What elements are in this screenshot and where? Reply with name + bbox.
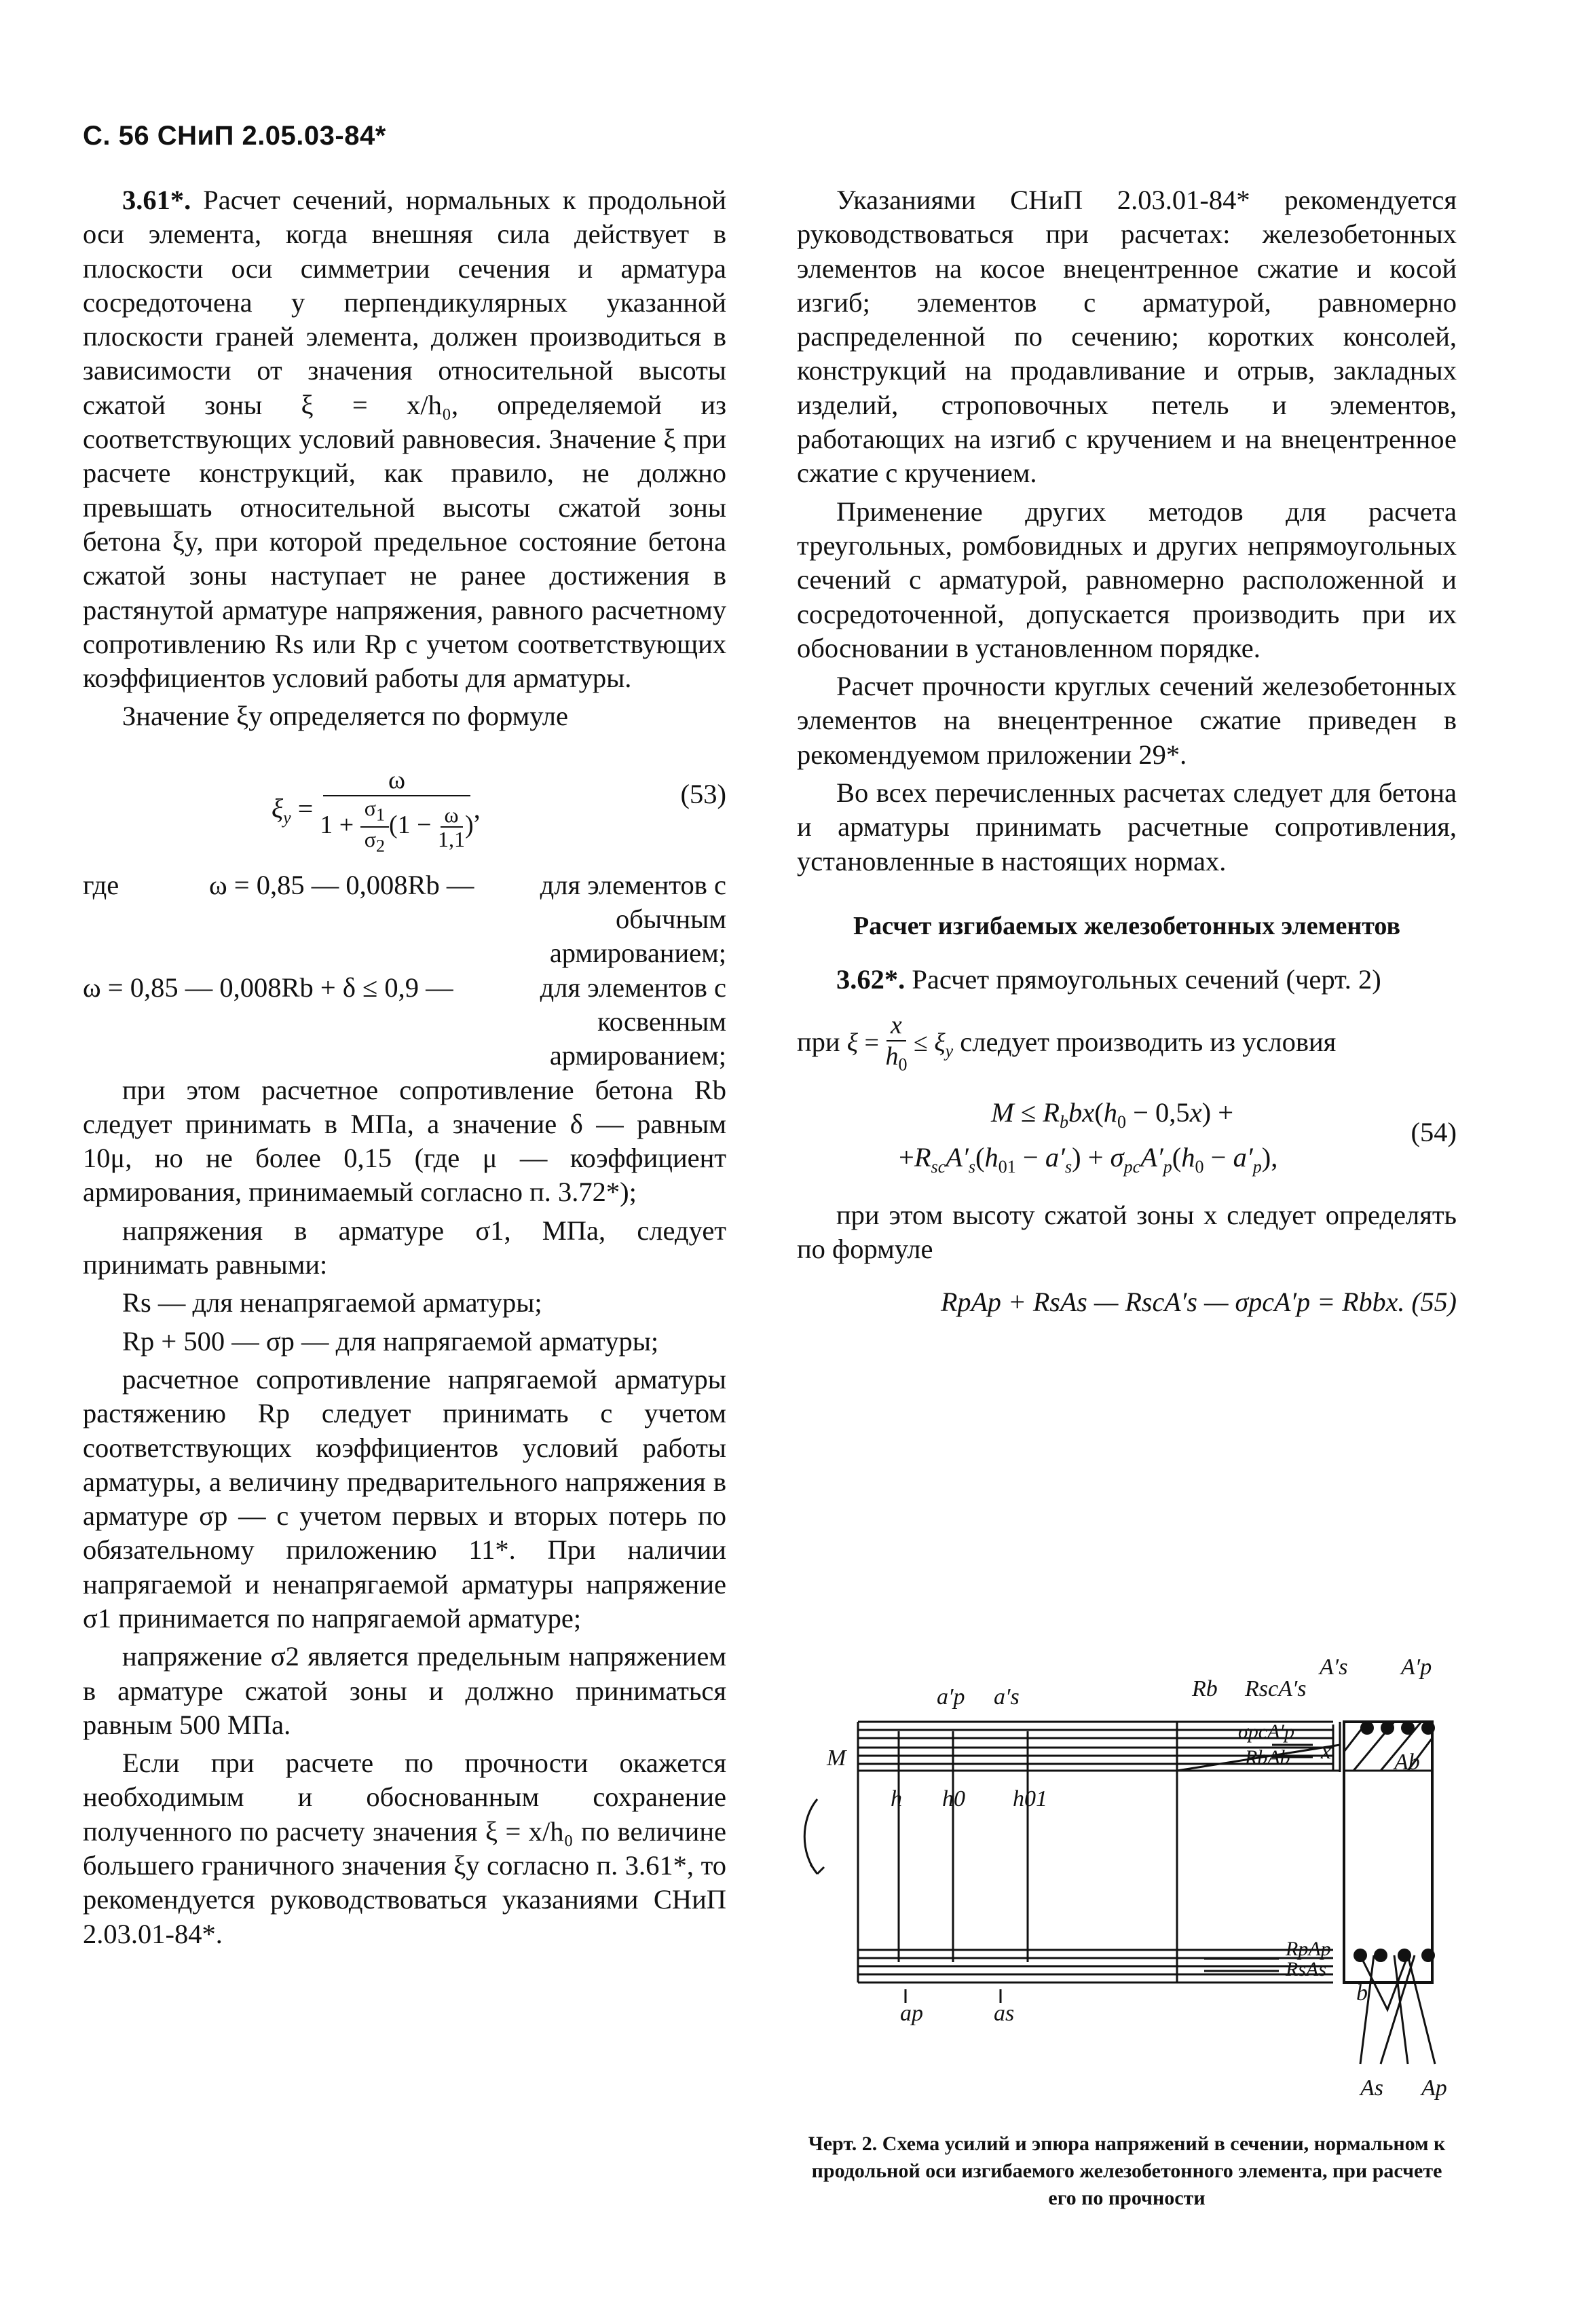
label-RpAp: RpAp bbox=[1286, 1938, 1331, 1960]
p-right-2: Применение других методов для расчета треугольных, ромбовидных и других непрямоугольных сечений с арматурой, равномерно расположенной и сосредоточенной, допускается производить при их обосновании в установленном порядке. bbox=[797, 496, 1457, 663]
p-right-3: Расчет прочности круглых сечений железобетонных элементов на внецентренное сжатие приведен в рекомендуемом приложении 29*. bbox=[797, 671, 1457, 770]
eq53-body: $\xi_y$ = ω 1 + $\frac{\sigma_1}{\sigma_2}$ (1 − $\frac{\omega}{1,1}$ ) , bbox=[272, 765, 481, 856]
label-Ab: Ab bbox=[1394, 1750, 1420, 1775]
clause-3-62: 3.62*. Расчет прямоугольных сечений (черт. 2) bbox=[836, 963, 1381, 995]
p-rs: Rs — для ненапрягаемой арматуры; bbox=[122, 1287, 542, 1318]
eq54-number: (54) bbox=[1411, 1116, 1457, 1147]
label-M: M bbox=[827, 1746, 846, 1771]
xi-intro: Значение ξy определяется по формуле bbox=[122, 701, 568, 732]
p-calc: расчетное сопротивление напрягаемой арматуры растяжению Rp следует принимать с учетом соответствующих коэффициентов условий работы арматуры, а величину предварительного напряжения в арматуре σp — с учетом первых и вторых потерь по обязательному приложению 11*. При наличии напрягаемой и ненапрягаемой арматуры напряжение σ1 принимается по напрягаемой арматуре; bbox=[83, 1363, 726, 1634]
label-sigpcAp: σpcA′p bbox=[1238, 1720, 1294, 1743]
label-RscAs: RscA′s bbox=[1245, 1676, 1307, 1701]
p-rb: при этом расчетное сопротивление бетона Rb следует принимать в МПа, а значение δ — равным 10μ, но не более 0,15 (где μ — коэффициент армирования, принимаемый согласно п. 3.72*); bbox=[83, 1074, 726, 1208]
equation-54 bbox=[797, 1095, 1457, 1183]
label-ap-bot: ap bbox=[900, 2001, 923, 2026]
equation-55: RpAp + RsAs — RscA′s — σpcA′p = Rbbx. (55) bbox=[941, 1287, 1457, 1318]
label-RbAb: RbAb bbox=[1245, 1746, 1290, 1769]
left-column bbox=[83, 183, 726, 1955]
where-row-2: ω = 0,85 — 0,008Rb + δ ≤ 0,9 — для элементов с косвенным армированием; bbox=[83, 972, 726, 1071]
p-sigma2: напряжение σ2 является предельным напряжением в арматуре сжатой зоны и должно приниматься равным 500 МПа. bbox=[83, 1641, 726, 1740]
label-Ap-prime: A′p bbox=[1401, 1655, 1432, 1680]
condition-line: при ξ = $\frac{x}{h_0}$ ≤ $\xi_y$ следует производить из условия bbox=[797, 1011, 1337, 1075]
page-header: С. 56 СНиП 2.05.03-84* bbox=[83, 121, 386, 151]
label-ap-top: a′p bbox=[937, 1684, 965, 1710]
label-h0: h0 bbox=[942, 1786, 965, 1811]
right-column bbox=[797, 183, 1457, 1320]
eq53-number: (53) bbox=[680, 778, 726, 809]
p-right-4: Во всех перечисленных расчетах следует для бетона и арматуры принимать расчетные сопротивления, установленные в настоящих нормах. bbox=[797, 777, 1457, 877]
label-As-prime: A′s bbox=[1320, 1655, 1348, 1680]
label-b: b bbox=[1356, 1980, 1368, 2006]
p-right-1: Указаниями СНиП 2.03.01-84* рекомендуется руководствоваться при расчетах: железобетонных элементов на косое внецентренное сжатие и косой изгиб; элементов с арматурой, равномерно распределенной по сечению; коротких консолей, конструкций на продавливание и отрыв, закладных изделий, строповочных петель и элементов, работающих на изгиб с кручением и на внецентренное сжатие с кручением. bbox=[797, 185, 1457, 489]
label-x: x bbox=[1321, 1739, 1332, 1764]
label-Rb: Rb bbox=[1192, 1676, 1218, 1701]
label-RsAs: RsAs bbox=[1286, 1958, 1326, 1980]
p-if: Если при расчете по прочности окажется необходимым и обоснованным сохранение полученного по расчету значения ξ = x/h₀ по величине большего граничного значения ξy согласно п. 3.61*, то рекомендуется руководствоваться указаниями СНиП 2.03.01-84*. bbox=[83, 1748, 726, 1949]
clause-number: 3.61*. bbox=[122, 185, 191, 215]
label-h: h bbox=[891, 1786, 902, 1811]
figure-caption: Черт. 2. Схема усилий и эпюра напряжений в сечении, нормальном к продольной оси изгибаемого железобетонного элемента, при расчете его по прочности bbox=[808, 2133, 1446, 2209]
p-rp: Rp + 500 — σp — для напрягаемой арматуры; bbox=[122, 1325, 659, 1357]
label-h01: h01 bbox=[1013, 1786, 1047, 1811]
section-title: Расчет изгибаемых железобетонных элементов bbox=[853, 911, 1400, 940]
p-sigma1: напряжения в арматуре σ1, МПа, следует принимать равными: bbox=[83, 1215, 726, 1280]
figure-2 bbox=[797, 1636, 1457, 2111]
eq54-body: $M \le R_bbx(h_0 - 0,5x)$ + $+R_{sc}A'_s(h_{01} - a'_s) + \sigma_{pc}A'_p(h_0 - a'_p)$, bbox=[899, 1096, 1278, 1177]
where-row-1: где ω = 0,85 — 0,008Rb — для элементов с обычным армированием; bbox=[83, 869, 726, 969]
equation-53 bbox=[83, 752, 726, 856]
label-as-top: a′s bbox=[994, 1684, 1020, 1710]
p-x: при этом высоту сжатой зоны x следует определять по формуле bbox=[797, 1199, 1457, 1265]
where-block bbox=[83, 868, 726, 1073]
label-As: As bbox=[1360, 2076, 1383, 2101]
clause-3-61: 3.61*. Расчет сечений, нормальных к продольной оси элемента, когда внешняя сила действует в плоскости оси симметрии сечения и арматура сосредоточена у перпендикулярных указанной плоскости граней элемента, должен производиться в зависимости от значения относительной высоты сжатой зоны ξ = x/h₀, определяемой из соответствующих условий равновесия. Значение ξ при расчете конструкций, как правило, не должно превышать относительной высоты сжатой зоны бетона ξy, при которой предельное состояние бетона сжатой зоны наступает не ранее достижения в растянутой арматуре напряжения, равного расчетному сопротивлению Rs или Rp с учетом соответствующих коэффициентов условий работы для арматуры. bbox=[83, 185, 726, 694]
label-as-bot: as bbox=[994, 2001, 1015, 2026]
label-Ap: Ap bbox=[1421, 2076, 1447, 2101]
